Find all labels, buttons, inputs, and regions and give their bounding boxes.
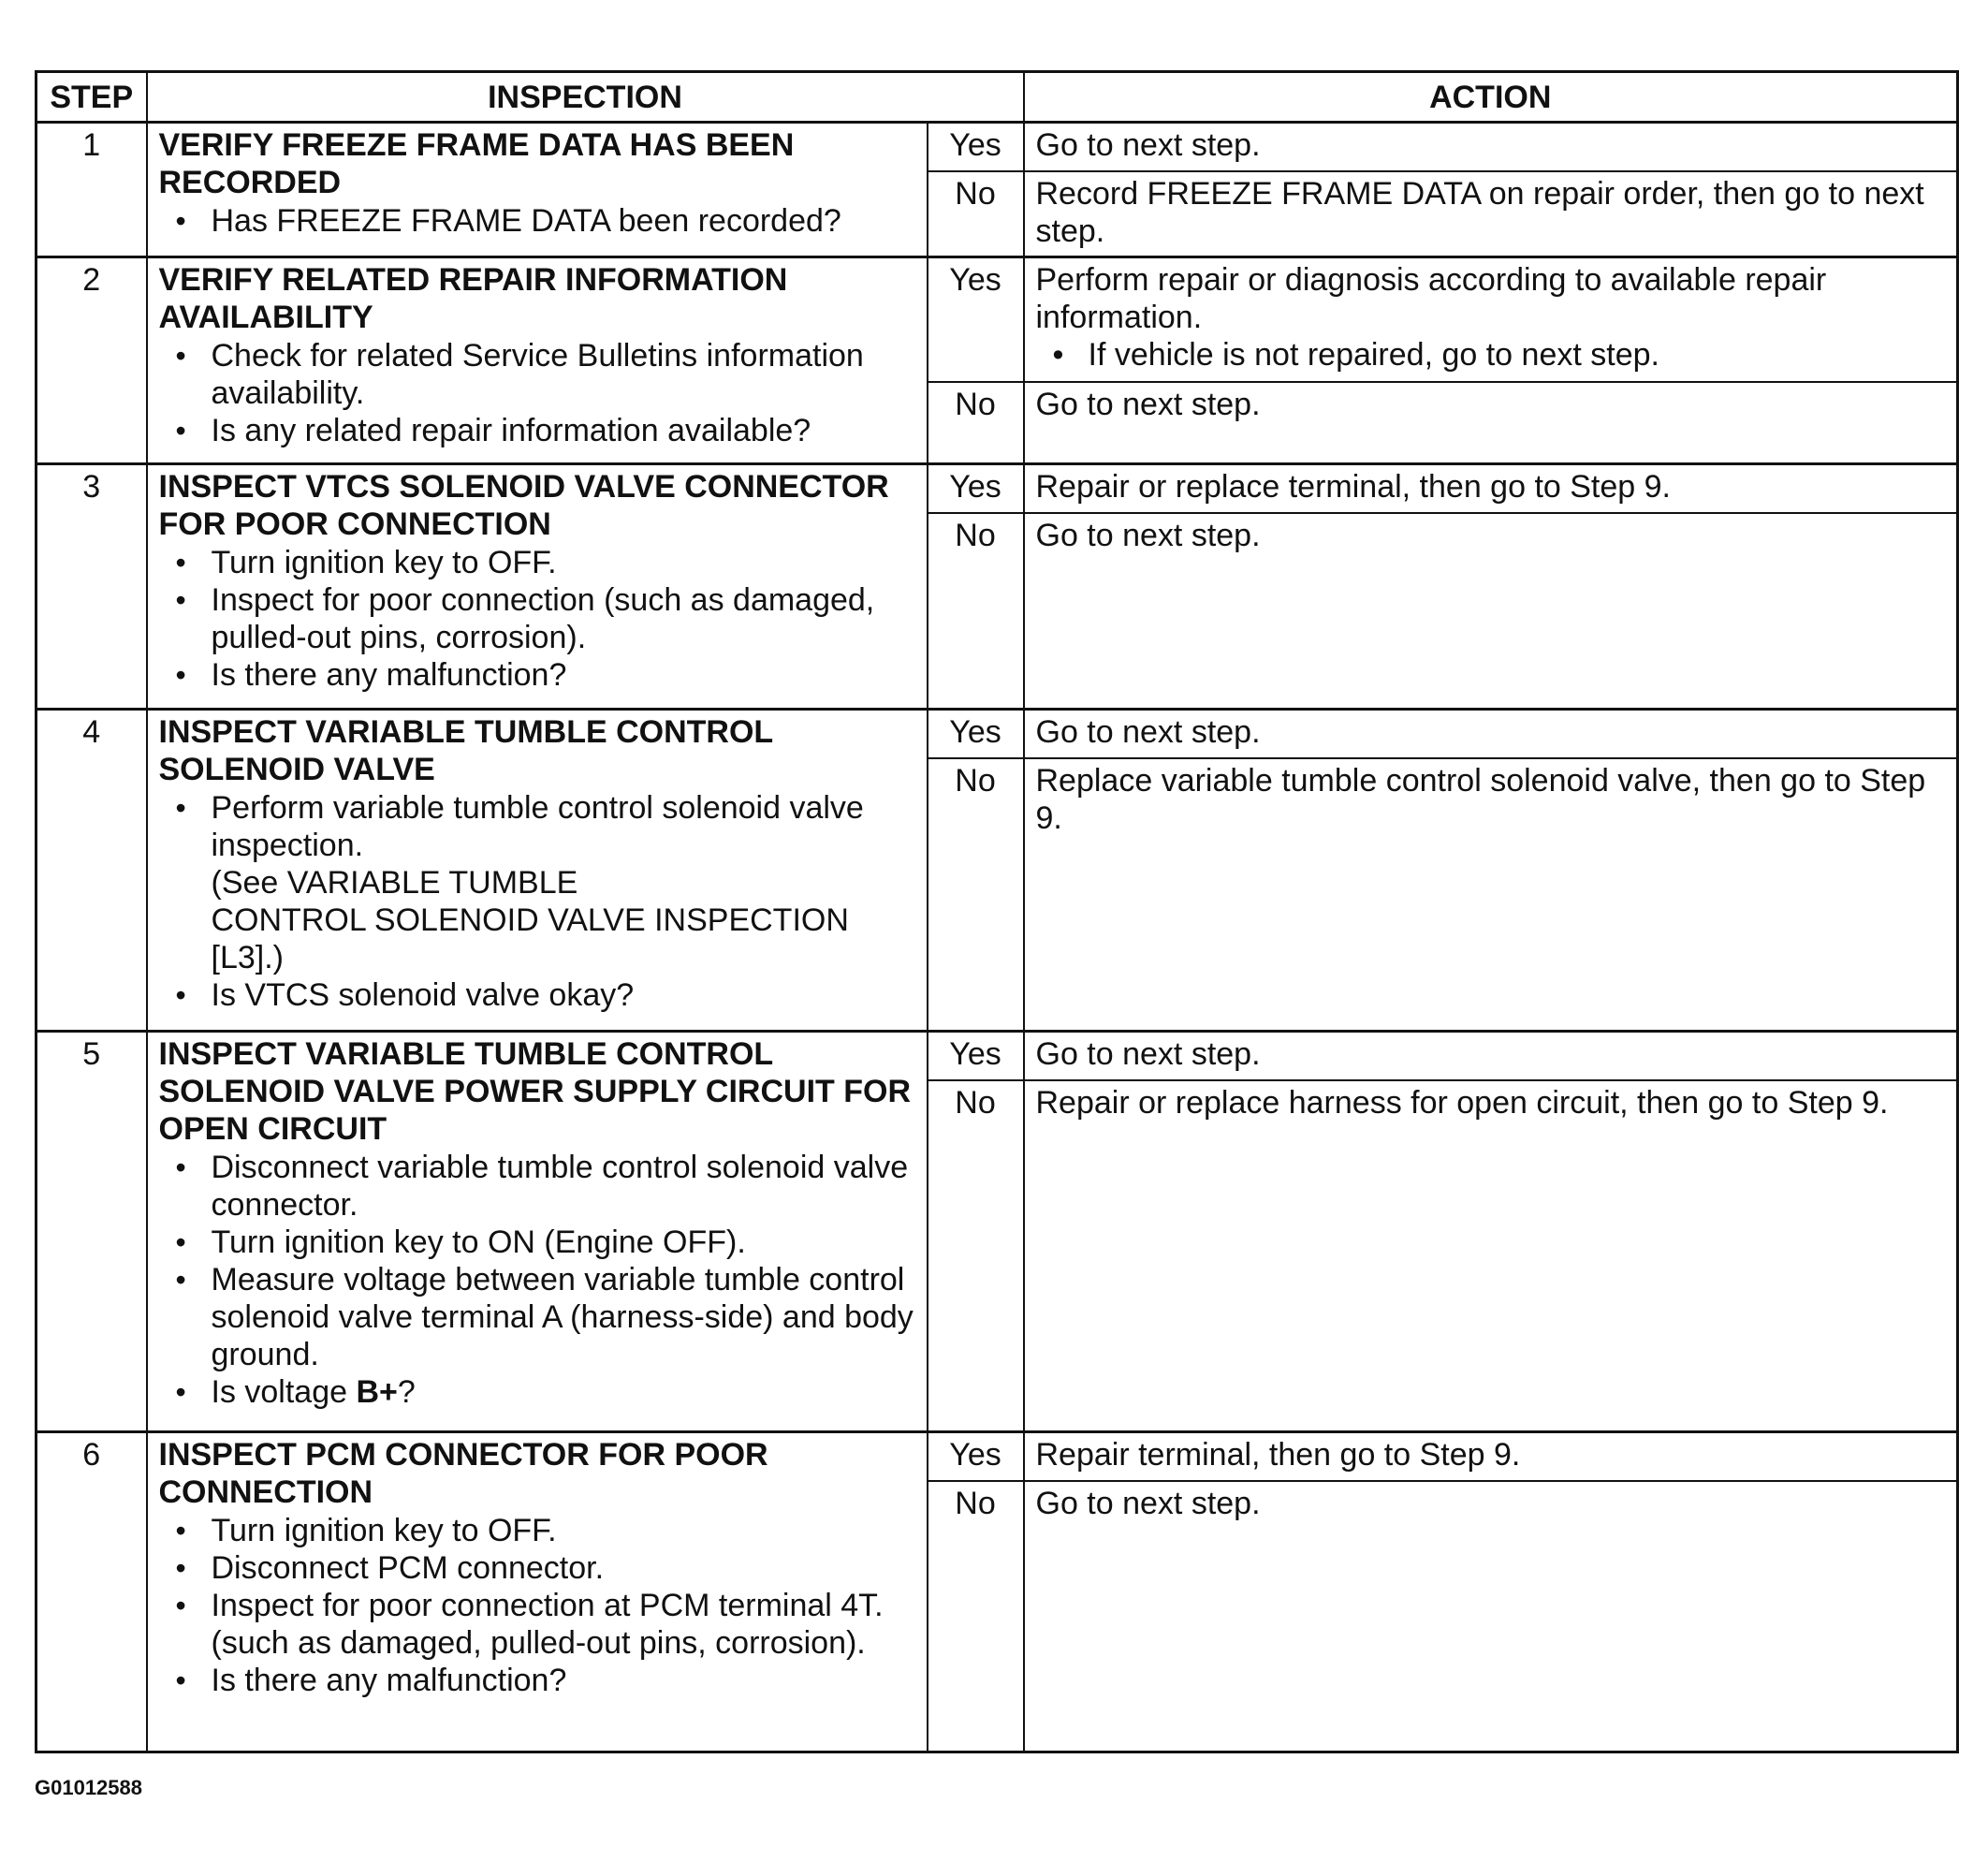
yes-label: Yes: [928, 710, 1024, 758]
step-4-yes-row: [37, 710, 1958, 758]
inspection-title: VERIFY FREEZE FRAME DATA HAS BEEN RECORDED: [158, 127, 795, 200]
header-action: ACTION: [1024, 72, 1958, 123]
step-number: 3: [37, 464, 147, 710]
yes-action: Go to next step.: [1024, 710, 1958, 758]
voltage-question-suffix: ?: [397, 1374, 416, 1410]
yes-label: Yes: [928, 123, 1024, 171]
yes-action: Go to next step.: [1024, 1032, 1958, 1080]
step-inspection: [147, 257, 928, 464]
inspection-title: INSPECT VARIABLE TUMBLE CONTROL SOLENOID VALVE: [158, 714, 773, 787]
header-step: STEP: [37, 72, 147, 123]
header-row: [37, 72, 1958, 123]
inspection-bullets: [159, 544, 917, 694]
see-reference-line-1: (See VARIABLE TUMBLE: [211, 865, 578, 901]
inspection-bullet: • Measure voltage between variable tumble control solenoid valve terminal A (harness-side) and body ground.: [159, 1261, 917, 1373]
yes-action: Go to next step.: [1024, 123, 1958, 171]
step-6-yes-row: [37, 1432, 1958, 1481]
no-action: Go to next step.: [1024, 1481, 1958, 1752]
figure-id: G01012588: [35, 1776, 142, 1799]
diagnostic-procedure-table: [35, 70, 1959, 1753]
no-label: No: [928, 1080, 1024, 1432]
yes-action-subitem: • If vehicle is not repaired, go to next step.: [1036, 336, 1944, 374]
inspection-bullet: • Disconnect variable tumble control solenoid valve connector.: [159, 1149, 917, 1224]
inspection-title: INSPECT VARIABLE TUMBLE CONTROL SOLENOID VALVE POWER SUPPLY CIRCUIT FOR OPEN CIRCUIT: [158, 1036, 911, 1147]
inspection-bullet: • Is any related repair information available?: [159, 412, 917, 449]
no-action: Repair or replace harness for open circuit, then go to Step 9.: [1024, 1080, 1958, 1432]
no-label: No: [928, 758, 1024, 1032]
no-label: No: [928, 171, 1024, 257]
header-inspection: INSPECTION: [147, 72, 1024, 123]
step-inspection: [147, 710, 928, 1032]
step-inspection: [147, 123, 928, 257]
see-reference-line-2: CONTROL SOLENOID VALVE INSPECTION: [211, 902, 849, 938]
step-number: 4: [37, 710, 147, 1032]
yes-label: Yes: [928, 1432, 1024, 1481]
inspection-title: INSPECT VTCS SOLENOID VALVE CONNECTOR FOR POOR CONNECTION: [158, 469, 889, 542]
inspection-bullet: • Turn ignition key to ON (Engine OFF).: [159, 1224, 917, 1261]
yes-action: Repair terminal, then go to Step 9.: [1024, 1432, 1958, 1481]
step-3-yes-row: [37, 464, 1958, 513]
voltage-question-prefix: Is voltage: [211, 1374, 357, 1410]
step-1-yes-row: [37, 123, 1958, 171]
inspection-bullet: • Is there any malfunction?: [159, 656, 917, 694]
step-number: 1: [37, 123, 147, 257]
inspection-bullet: [159, 789, 917, 976]
yes-action: [1024, 257, 1958, 382]
inspection-bullet: • Inspect for poor connection at PCM terminal 4T. (such as damaged, pulled-out pins, corrosion).: [159, 1587, 917, 1662]
inspection-title: VERIFY RELATED REPAIR INFORMATION AVAILABILITY: [158, 262, 788, 335]
yes-action-subitems: [1036, 336, 1944, 374]
no-label: No: [928, 513, 1024, 710]
inspection-bullets: [159, 337, 917, 449]
inspection-bullet: • Is there any malfunction?: [159, 1662, 917, 1699]
yes-action: Repair or replace terminal, then go to Step 9.: [1024, 464, 1958, 513]
inspection-bullet: • Check for related Service Bulletins information availability.: [159, 337, 917, 412]
no-label: No: [928, 382, 1024, 464]
inspection-bullets: [159, 789, 917, 1014]
voltage-value: B+: [356, 1374, 398, 1410]
yes-label: Yes: [928, 257, 1024, 382]
inspection-bullet: • Disconnect PCM connector.: [159, 1549, 917, 1587]
step-inspection: [147, 1432, 928, 1752]
inspection-bullet: • Is VTCS solenoid valve okay?: [159, 976, 917, 1014]
step-number: 2: [37, 257, 147, 464]
no-action: Go to next step.: [1024, 513, 1958, 710]
inspection-bullet: [159, 1373, 917, 1411]
inspection-bullet-text: Perform variable tumble control solenoid valve inspection.: [211, 790, 864, 863]
yes-label: Yes: [928, 464, 1024, 513]
step-2-yes-row: [37, 257, 1958, 382]
step-number: 5: [37, 1032, 147, 1432]
step-number: 6: [37, 1432, 147, 1752]
inspection-bullet: • Inspect for poor connection (such as damaged, pulled-out pins, corrosion).: [159, 581, 917, 656]
yes-action-text: Perform repair or diagnosis according to available repair information.: [1035, 262, 1827, 335]
no-action: Go to next step.: [1024, 382, 1958, 464]
yes-label: Yes: [928, 1032, 1024, 1080]
inspection-bullet: • Turn ignition key to OFF.: [159, 1512, 917, 1549]
inspection-bullets: [159, 1149, 917, 1411]
inspection-bullet: • Turn ignition key to OFF.: [159, 544, 917, 581]
no-label: No: [928, 1481, 1024, 1752]
see-reference-line-3: [L3].): [211, 940, 284, 975]
step-inspection: [147, 1032, 928, 1432]
inspection-bullets: [159, 1512, 917, 1699]
step-inspection: [147, 464, 928, 710]
step-5-yes-row: [37, 1032, 1958, 1080]
inspection-title: INSPECT PCM CONNECTOR FOR POOR CONNECTION: [158, 1437, 768, 1510]
no-action: Record FREEZE FRAME DATA on repair order, then go to next step.: [1024, 171, 1958, 257]
inspection-bullets: [159, 202, 917, 240]
no-action: Replace variable tumble control solenoid valve, then go to Step 9.: [1024, 758, 1958, 1032]
inspection-bullet: • Has FREEZE FRAME DATA been recorded?: [159, 202, 917, 240]
